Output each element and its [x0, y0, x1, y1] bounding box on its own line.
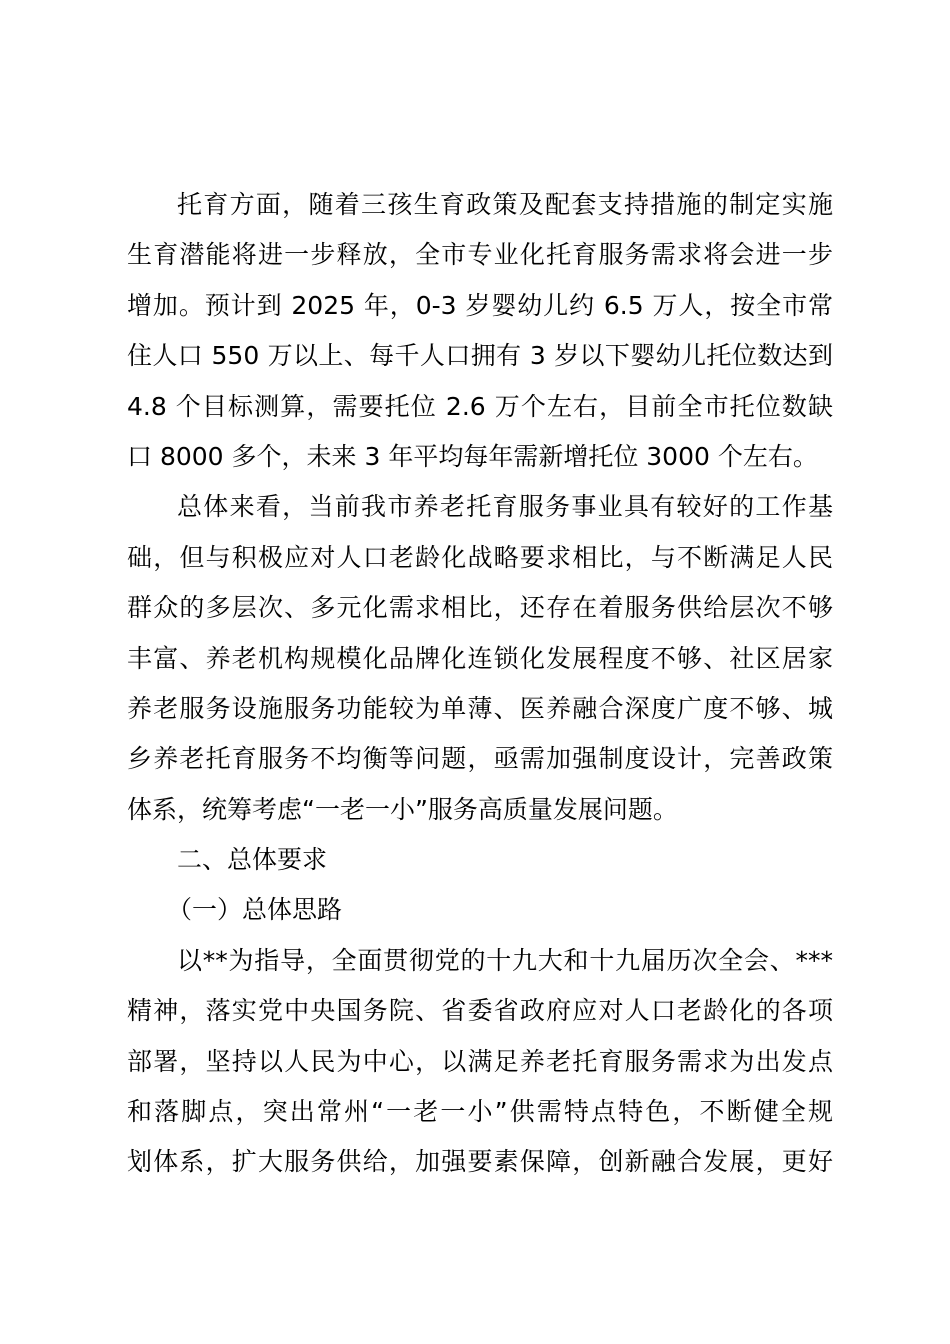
section-heading-text: 二、总体要求	[177, 845, 328, 875]
subsection-heading	[127, 885, 833, 935]
text-line: 础，但与积极应对人口老龄化战略要求相比，与不断满足人民	[127, 542, 833, 572]
document-body	[127, 180, 833, 1188]
text-line: 住人口 550 万以上、每千人口拥有 3 岁以下婴幼儿托位数达到	[127, 341, 833, 371]
paragraph-overall-assessment	[127, 482, 833, 835]
text-line: 生育潜能将进一步释放，全市专业化托育服务需求将会进一步	[127, 240, 833, 270]
text-line: 增加。预计到 2025 年，0-3 岁婴幼儿约 6.5 万人，按全市常	[127, 290, 833, 320]
text-line: 总体来看，当前我市养老托育服务事业具有较好的工作基	[177, 492, 833, 522]
paragraph-childcare-demand	[127, 180, 833, 482]
text-line: 部署，坚持以人民为中心，以满足养老托育服务需求为出发点	[127, 1046, 833, 1076]
text-line: 丰富、养老机构规模化品牌化连锁化发展程度不够、社区居家	[127, 643, 833, 673]
text-line: 4.8 个目标测算，需要托位 2.6 万个左右，目前全市托位数缺	[127, 391, 833, 421]
section-heading	[127, 835, 833, 885]
text-line: 体系，统筹考虑“一老一小”服务高质量发展问题。	[127, 794, 678, 824]
text-line: 以**为指导，全面贯彻党的十九大和十九届历次全会、***	[177, 945, 833, 975]
text-line: 托育方面，随着三孩生育政策及配套支持措施的制定实施	[177, 190, 833, 219]
paragraph-general-approach	[127, 936, 833, 1188]
subsection-heading-text: （一）总体思路	[167, 895, 343, 925]
text-line: 养老服务设施服务功能较为单薄、医养融合深度广度不够、城	[127, 693, 833, 723]
text-line: 和落脚点，突出常州“一老一小”供需特点特色，不断健全规	[127, 1097, 833, 1127]
text-line: 精神，落实党中央国务院、省委省政府应对人口老龄化的各项	[127, 996, 833, 1026]
text-line: 划体系，扩大服务供给，加强要素保障，创新融合发展，更好	[127, 1147, 833, 1177]
text-line: 群众的多层次、多元化需求相比，还存在着服务供给层次不够	[127, 593, 833, 623]
text-line: 乡养老托育服务不均衡等问题，亟需加强制度设计，完善政策	[127, 744, 833, 774]
text-line: 口 8000 多个，未来 3 年平均每年需新增托位 3000 个左右。	[127, 441, 818, 471]
